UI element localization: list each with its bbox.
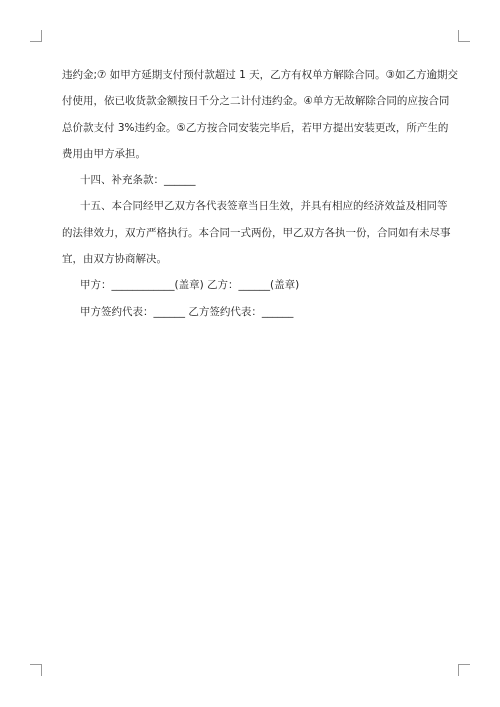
crop-mark-top-right	[458, 30, 470, 42]
parties-text: 甲方：____________(盖章) 乙方：______(盖章)	[80, 279, 300, 292]
text-line: 的法律效力，双方严格执行。本合同一式两份，甲乙双方各执一份，合同如有未尽事	[62, 226, 451, 239]
text-line: 付使用，依已收货款金额按日千分之二计付违约金。④单方无故解除合同的应按合同	[62, 95, 450, 108]
text-line: 总价款支付 3%违约金。⑤乙方按合同安装完毕后，若甲方提出安装更改，所产生的	[62, 121, 449, 134]
parties-signature-line	[62, 272, 440, 298]
crop-mark-top-left	[30, 30, 42, 42]
text-line: 费用由甲方承担。	[62, 147, 146, 160]
crop-mark-bottom-left	[30, 664, 42, 676]
clause-14-text: 十四、补充条款：______	[80, 174, 196, 187]
text-line: 宜，由双方协商解决。	[62, 253, 167, 266]
crop-mark-bottom-right	[458, 664, 470, 676]
text-line: 违约金;⑦ 如甲方延期支付预付款超过 1 天，乙方有权单方解除合同。③如乙方逾期交	[62, 69, 459, 81]
penalty-paragraph-continuation	[62, 62, 459, 167]
text-line: 十五、本合同经甲乙双方各代表签章当日生效，并具有相应的经济效益及相同等	[80, 200, 448, 213]
representatives-text: 甲方签约代表：______ 乙方签约代表：______	[80, 305, 294, 318]
document-body	[62, 62, 459, 325]
representatives-signature-line	[62, 299, 440, 325]
clause-14	[62, 167, 440, 193]
clause-15	[62, 193, 451, 272]
